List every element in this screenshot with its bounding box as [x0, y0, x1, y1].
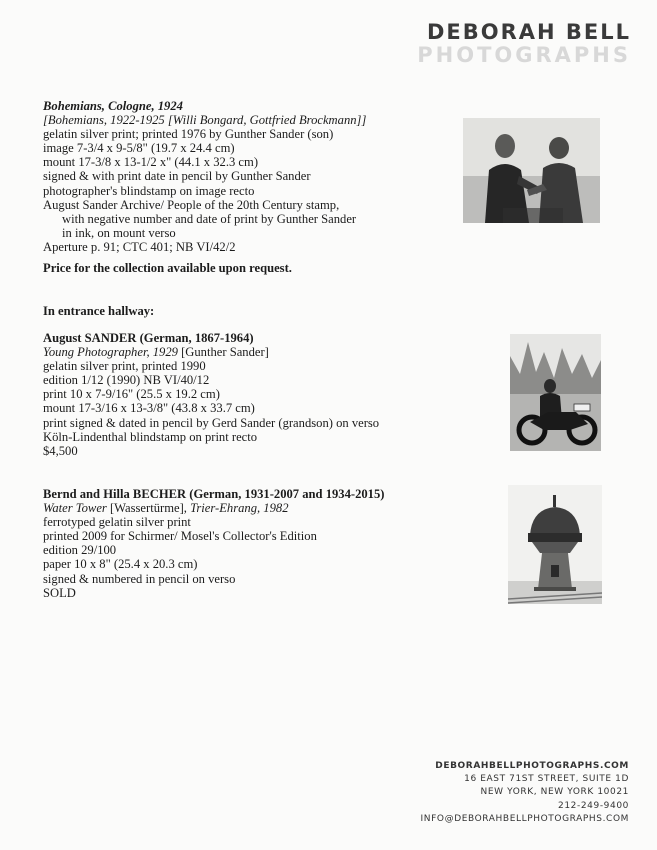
detail-line: signed & with print date in pencil by Gunther Sander: [43, 169, 311, 184]
detail-line: photographer's blindstamp on image recto: [43, 183, 255, 198]
phone-number: 212-249-9400: [558, 800, 629, 811]
detail-line: print signed & dated in pencil by Gerd Sander (grandson) on verso: [43, 415, 380, 430]
artwork-title: Water Tower: [43, 501, 107, 516]
logo-subtitle: PHOTOGRAPHS: [417, 43, 631, 67]
detail-line: August Sander Archive/ People of the 20th Century stamp,: [43, 197, 340, 212]
detail-line-indented: with negative number and date of print by Gunther Sander: [62, 211, 357, 226]
detail-line: signed & numbered in pencil on verso: [43, 571, 236, 586]
letterhead-logo: [417, 20, 631, 66]
detail-line: print 10 x 7-9/16" (25.5 x 19.2 cm): [43, 387, 220, 402]
section-heading: In entrance hallway:: [43, 304, 155, 318]
artwork-entry-water-tower: [43, 487, 384, 600]
detail-line: image 7-3/4 x 9-5/8" (19.7 x 24.4 cm): [43, 141, 235, 156]
email-link[interactable]: INFO@DEBORAHBELLPHOTOGRAPHS.COM: [420, 813, 629, 824]
photo-water-tower: [508, 485, 602, 604]
detail-line: Köln-Lindenthal blindstamp on print recto: [43, 429, 258, 444]
status-line: SOLD: [43, 585, 76, 600]
artwork-subtitle: [Bohemians, 1922-1925 [Willi Bongard, Gottfried Brockmann]]: [43, 113, 367, 128]
detail-line: printed 2009 for Schirmer/ Mosel's Collector's Edition: [43, 529, 317, 544]
artwork-title-place: Trier-Ehrang, 1982: [190, 501, 289, 516]
address-street: 16 EAST 71ST STREET, SUITE 1D: [464, 774, 629, 785]
photo-young-photographer: [510, 334, 601, 451]
contact-block: [421, 760, 629, 826]
artwork-title: Young Photographer, 1929: [43, 345, 178, 360]
artwork-entry-young-photographer: [43, 331, 379, 458]
artwork-title: Bohemians, Cologne, 1924: [43, 99, 183, 113]
artwork-entry-bohemians: [43, 99, 366, 254]
detail-line-indented: in ink, on mount verso: [62, 225, 176, 240]
detail-line: paper 10 x 8" (25.4 x 20.3 cm): [43, 557, 198, 572]
address-city: NEW YORK, NEW YORK 10021: [480, 787, 629, 798]
detail-line: ferrotyped gelatin silver print: [43, 515, 191, 530]
detail-line: gelatin silver print, printed 1990: [43, 359, 206, 374]
detail-line: mount 17-3/16 x 13-3/8" (43.8 x 33.7 cm): [43, 401, 255, 416]
logo-name: DEBORAH BELL: [426, 20, 631, 44]
artwork-title-middle: [Wassertürme],: [106, 501, 191, 516]
website-link[interactable]: DEBORAHBELLPHOTOGRAPHS.COM: [435, 761, 629, 771]
photo-bohemians: [463, 118, 600, 223]
artist-line: Bernd and Hilla BECHER (German, 1931-2007 and 1934-2015): [43, 487, 385, 501]
artwork-title-line: [43, 501, 384, 515]
artist-line: August SANDER (German, 1867-1964): [43, 331, 254, 345]
price-notice: Price for the collection available upon request.: [43, 261, 292, 275]
detail-line: mount 17-3/8 x 13-1/2 x" (44.1 x 32.3 cm): [43, 155, 259, 170]
artwork-title-line: [43, 345, 379, 359]
price-line: $4,500: [43, 443, 78, 458]
detail-line: edition 1/12 (1990) NB VI/40/12: [43, 373, 210, 388]
detail-line: gelatin silver print; printed 1976 by Gunther Sander (son): [43, 127, 334, 142]
detail-line: edition 29/100: [43, 543, 117, 558]
artwork-title-suffix: [Gunther Sander]: [177, 345, 269, 360]
reference-line: Aperture p. 91; CTC 401; NB VI/42/2: [43, 239, 236, 254]
